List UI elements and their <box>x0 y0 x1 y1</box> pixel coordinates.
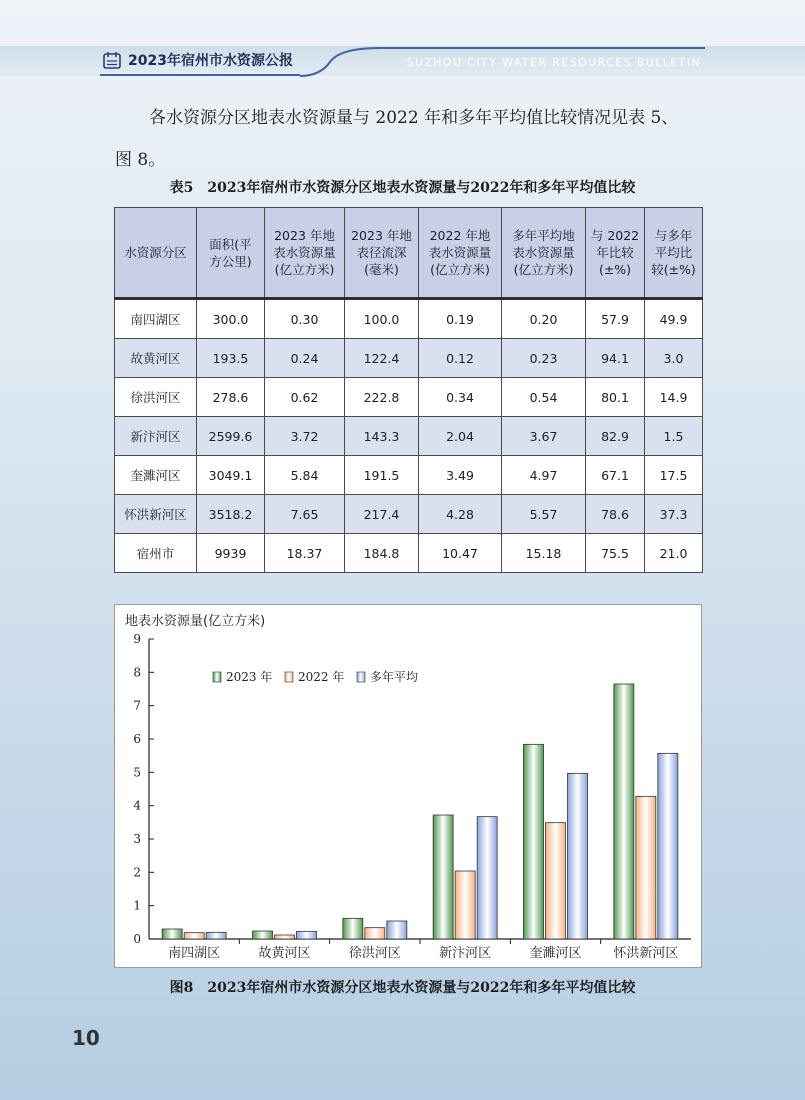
column-header <box>586 208 645 299</box>
legend-swatch <box>213 672 221 682</box>
column-header <box>502 208 586 299</box>
calendar-icon <box>102 50 122 70</box>
column-header-line: 年比较 <box>596 245 634 260</box>
column-header-line: 2022 年地 <box>429 228 491 243</box>
value-cell: 3049.1 <box>197 456 265 495</box>
value-cell: 94.1 <box>586 339 645 378</box>
legend-label: 2023 年 <box>226 670 273 684</box>
table-row <box>115 495 703 534</box>
legend-label: 多年平均 <box>370 670 419 684</box>
region-cell: 徐洪河区 <box>115 378 197 417</box>
bar-2022年 <box>275 935 295 939</box>
column-header <box>265 208 345 299</box>
value-cell: 18.37 <box>265 534 345 573</box>
bar-多年平均 <box>297 931 317 939</box>
value-cell: 4.28 <box>419 495 502 534</box>
value-cell: 0.24 <box>265 339 345 378</box>
bar-多年平均 <box>568 773 588 939</box>
column-header-line: 平均比 <box>654 245 693 260</box>
value-cell: 217.4 <box>345 495 419 534</box>
x-tick-label: 故黄河区 <box>258 946 311 961</box>
y-tick-label: 9 <box>133 632 141 646</box>
table-row <box>115 339 703 378</box>
column-header-line: (毫米) <box>364 262 399 277</box>
table-caption: 表5 2023年宿州市水资源分区地表水资源量与2022年和多年平均值比较 <box>169 180 636 196</box>
value-cell: 49.9 <box>645 299 703 339</box>
value-cell: 78.6 <box>586 495 645 534</box>
table-header-row <box>115 208 703 299</box>
value-cell: 21.0 <box>645 534 703 573</box>
column-header-line: 多年平均地 <box>512 228 575 243</box>
column-header <box>345 208 419 299</box>
x-tick-label: 南四湖区 <box>168 946 221 961</box>
value-cell: 5.84 <box>265 456 345 495</box>
value-cell: 0.34 <box>419 378 502 417</box>
table-row <box>115 456 703 495</box>
value-cell: 10.47 <box>419 534 502 573</box>
value-cell: 9939 <box>197 534 265 573</box>
bar-2023年 <box>162 929 182 939</box>
region-cell: 宿州市 <box>115 534 197 573</box>
value-cell: 5.57 <box>502 495 586 534</box>
value-cell: 3.0 <box>645 339 703 378</box>
x-tick-label: 新汴河区 <box>439 946 492 961</box>
y-tick-label: 4 <box>133 798 141 813</box>
value-cell: 0.23 <box>502 339 586 378</box>
value-cell: 14.9 <box>645 378 703 417</box>
value-cell: 300.0 <box>197 299 265 339</box>
y-tick-label: 6 <box>133 732 141 746</box>
region-cell: 新汴河区 <box>115 417 197 456</box>
value-cell: 75.5 <box>586 534 645 573</box>
y-tick-label: 3 <box>133 832 141 846</box>
y-tick-label: 8 <box>133 665 141 680</box>
column-header-line: 表径流深 <box>356 245 407 260</box>
table-row <box>115 378 703 417</box>
column-header-line: 面积(平 <box>209 236 252 252</box>
value-cell: 2599.6 <box>197 417 265 456</box>
bar-2022年 <box>455 871 475 939</box>
x-tick-label: 徐洪河区 <box>348 946 401 961</box>
value-cell: 3518.2 <box>197 495 265 534</box>
value-cell: 15.18 <box>502 534 586 573</box>
value-cell: 143.3 <box>345 417 419 456</box>
legend-label: 2022 年 <box>298 670 345 684</box>
y-axis-label: 地表水资源量(亿立方米) <box>125 614 266 629</box>
table-body <box>115 299 703 573</box>
value-cell: 7.65 <box>265 495 345 534</box>
value-cell: 57.9 <box>586 299 645 339</box>
body-paragraph-line2: 图 8。 <box>115 150 166 170</box>
region-cell: 南四湖区 <box>115 299 197 339</box>
bulletin-subtitle: SUZHOU CITY WATER RESOURCES BULLETIN <box>406 56 701 69</box>
column-header-line: (亿立方米) <box>513 262 574 277</box>
value-cell: 184.8 <box>345 534 419 573</box>
table-row <box>115 534 703 573</box>
column-header <box>115 208 197 299</box>
y-tick-label: 1 <box>133 898 141 913</box>
value-cell: 3.49 <box>419 456 502 495</box>
value-cell: 80.1 <box>586 378 645 417</box>
column-header-line: 2023 年地 <box>274 228 335 243</box>
bar-2022年 <box>184 933 204 939</box>
y-tick-label: 0 <box>133 932 141 946</box>
column-header-line: 表水资源量 <box>428 245 492 260</box>
page-number: 10 <box>72 1026 100 1050</box>
column-header-line: (亿立方米) <box>430 262 490 277</box>
value-cell: 3.72 <box>265 417 345 456</box>
column-header-line: (亿立方米) <box>274 262 335 277</box>
x-tick-label: 怀洪新河区 <box>613 946 679 961</box>
y-tick-label: 2 <box>133 865 141 880</box>
bulletin-title: 2023年宿州市水资源公报 <box>128 53 293 69</box>
column-header-line: 表水资源量 <box>273 245 336 260</box>
value-cell: 17.5 <box>645 456 703 495</box>
column-header-line: 与 2022 <box>590 228 640 243</box>
value-cell: 4.97 <box>502 456 586 495</box>
legend-swatch <box>285 672 293 682</box>
value-cell: 0.62 <box>265 378 345 417</box>
bar-多年平均 <box>658 753 678 939</box>
column-header <box>197 208 265 299</box>
bar-2022年 <box>546 823 566 939</box>
value-cell: 191.5 <box>345 456 419 495</box>
column-header <box>645 208 703 299</box>
value-cell: 0.20 <box>502 299 586 339</box>
region-cell: 故黄河区 <box>115 339 197 378</box>
bar-2023年 <box>524 744 544 939</box>
value-cell: 3.67 <box>502 417 586 456</box>
region-cell: 怀洪新河区 <box>115 495 197 534</box>
body-paragraph-line1: 各水资源分区地表水资源量与 2022 年和多年平均值比较情况见表 5、 <box>149 108 679 128</box>
bar-chart <box>114 604 702 968</box>
x-tick-label: 奎濉河区 <box>529 946 582 961</box>
value-cell: 2.04 <box>419 417 502 456</box>
bar-2022年 <box>636 796 656 939</box>
value-cell: 0.54 <box>502 378 586 417</box>
bar-2023年 <box>343 918 363 939</box>
value-cell: 82.9 <box>586 417 645 456</box>
value-cell: 0.12 <box>419 339 502 378</box>
column-header-line: 较(±%) <box>651 262 696 277</box>
column-header-line: 方公里) <box>209 253 252 269</box>
table-row <box>115 299 703 339</box>
column-header-line: 与多年 <box>654 228 693 243</box>
value-cell: 278.6 <box>197 378 265 417</box>
value-cell: 67.1 <box>586 456 645 495</box>
bar-2023年 <box>433 815 453 939</box>
value-cell: 0.19 <box>419 299 502 339</box>
value-cell: 1.5 <box>645 417 703 456</box>
bar-多年平均 <box>387 921 407 939</box>
bar-2023年 <box>614 684 634 939</box>
page-header <box>0 0 805 80</box>
column-header-line: 水资源分区 <box>124 245 187 260</box>
value-cell: 100.0 <box>345 299 419 339</box>
column-header-line: 2023 年地 <box>351 228 412 243</box>
y-tick-label: 7 <box>133 698 141 713</box>
value-cell: 0.30 <box>265 299 345 339</box>
water-resources-table <box>114 207 703 573</box>
value-cell: 193.5 <box>197 339 265 378</box>
bar-2023年 <box>253 931 273 939</box>
column-header-line: (±%) <box>598 262 632 277</box>
value-cell: 37.3 <box>645 495 703 534</box>
table-row <box>115 417 703 456</box>
column-header <box>419 208 502 299</box>
value-cell: 222.8 <box>345 378 419 417</box>
bar-多年平均 <box>206 932 226 939</box>
legend-swatch <box>357 672 365 682</box>
header-rule <box>100 74 300 76</box>
bar-多年平均 <box>477 817 497 939</box>
figure-caption: 图8 2023年宿州市水资源分区地表水资源量与2022年和多年平均值比较 <box>169 980 636 996</box>
chart-canvas <box>115 605 701 967</box>
column-header-line: 表水资源量 <box>512 245 575 260</box>
value-cell: 122.4 <box>345 339 419 378</box>
region-cell: 奎濉河区 <box>115 456 197 495</box>
y-tick-label: 5 <box>133 765 141 780</box>
bar-2022年 <box>365 928 385 939</box>
